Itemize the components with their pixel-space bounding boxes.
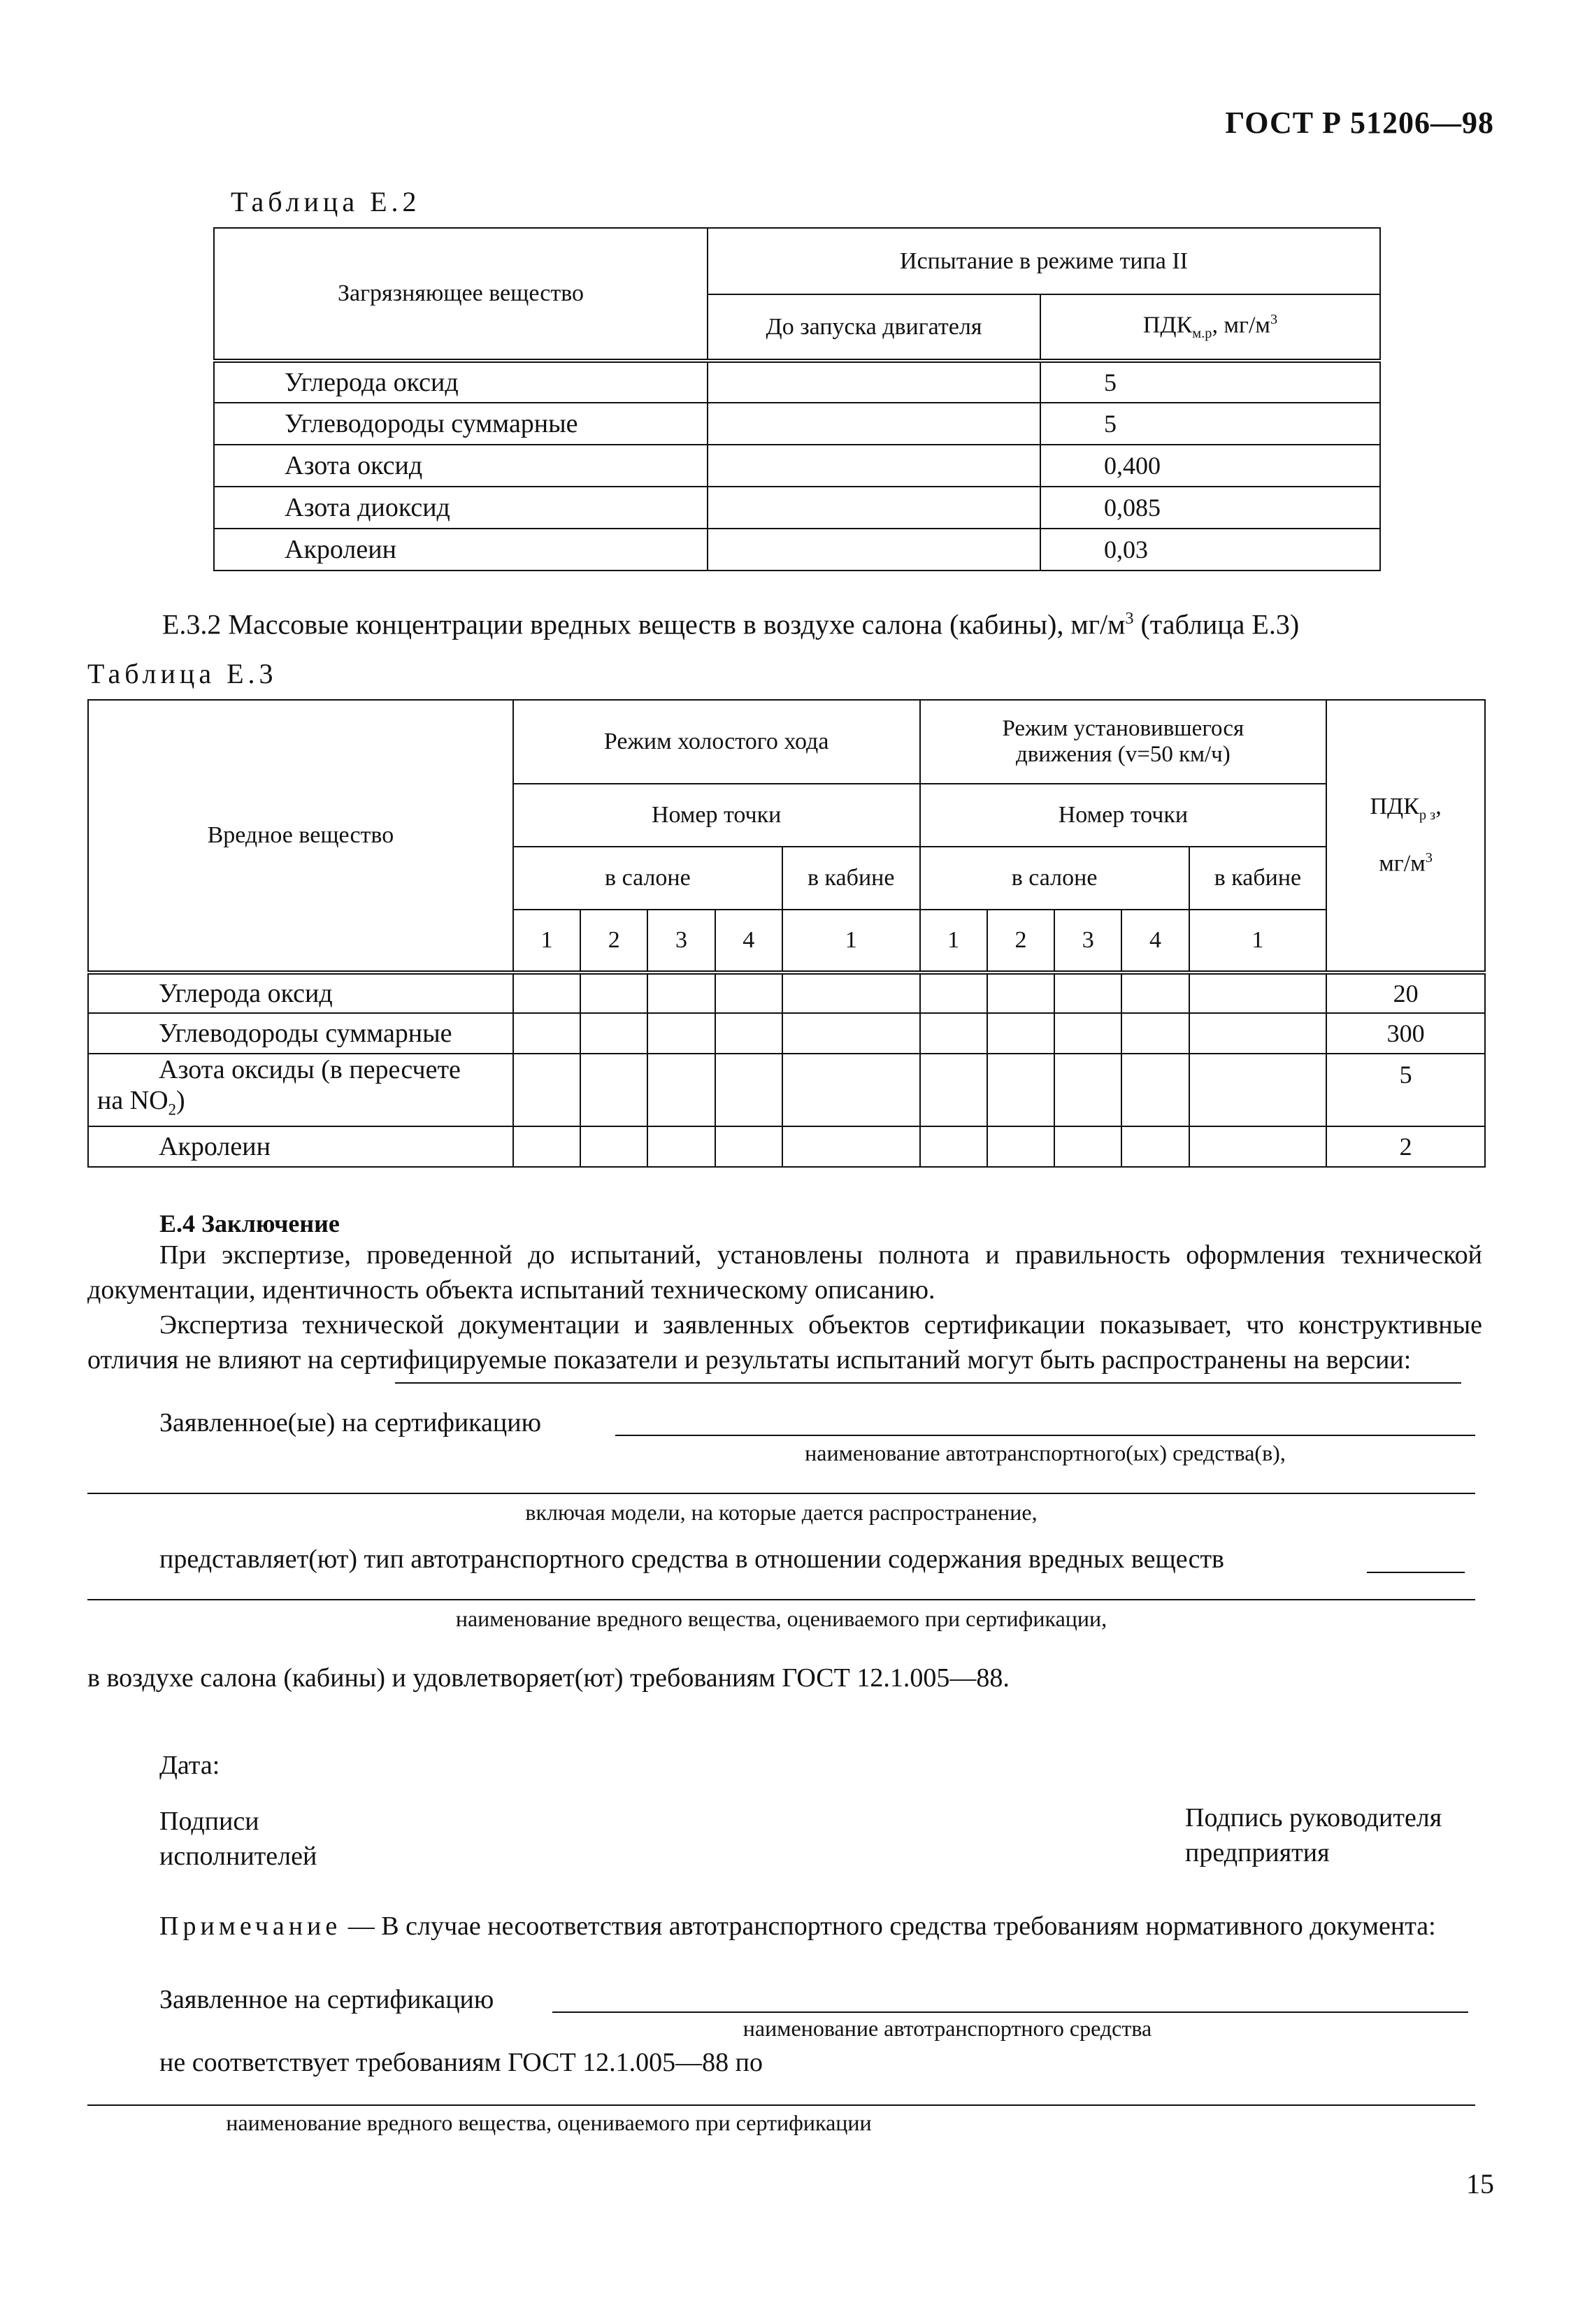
table-e2-header-substance: Загрязняющее вещество bbox=[214, 228, 708, 361]
declared-fill-line bbox=[615, 1435, 1475, 1436]
substance-fill-line bbox=[87, 1599, 1475, 1600]
table-row: Азота оксиды (в пересчете на $NO_2$) 5 bbox=[88, 1054, 1485, 1126]
table-e2-caption: Таблица Е.2 bbox=[231, 186, 421, 217]
table-row: Акролеин 0,03 bbox=[214, 529, 1380, 571]
note-substance-caption: наименование вредного вещества, оцениваемого при сертификации bbox=[226, 2110, 872, 2135]
vehicle-name-caption: наименование автотранспортного(ых) средства(в), bbox=[805, 1440, 1286, 1465]
table-e2-header-before: До запуска двигателя bbox=[708, 294, 1040, 361]
versions-fill-line bbox=[395, 1382, 1461, 1384]
note-substance-fill-line bbox=[87, 2104, 1475, 2106]
section-e4-paragraph-1: При экспертизе, проведенной до испытаний, установлены полнота и правильность оформления технической документации, идентичность объекта испытаний техническому описанию. bbox=[87, 1240, 1482, 1305]
table-e2-header-test: Испытание в режиме типа II bbox=[708, 228, 1380, 294]
table-e3-header-idle: Режим холостого хода bbox=[513, 700, 920, 784]
date-label: Дата: bbox=[159, 1751, 220, 1780]
note-declared-fill-line bbox=[552, 2011, 1468, 2013]
point-number: 2 bbox=[987, 910, 1054, 973]
note-declared-label: Заявленное на сертификацию bbox=[159, 1985, 494, 2014]
point-number: 1 bbox=[920, 910, 987, 973]
table-e2 bbox=[213, 227, 1381, 571]
declared-label: Заявленное(ые) на сертификацию bbox=[159, 1408, 541, 1437]
table-row: Акролеин 2 bbox=[88, 1126, 1485, 1167]
table-row: Углеводороды суммарные 300 bbox=[88, 1013, 1485, 1054]
conclusion-text: в воздухе салона (кабины) и удовлетворяет(ют) требованиям ГОСТ 12.1.005—88. bbox=[87, 1663, 1010, 1693]
point-number: 1 bbox=[782, 910, 920, 973]
signatures-executors: Подписи исполнителей bbox=[159, 1807, 317, 1871]
table-e3-header-cabin-idle: в кабине bbox=[782, 847, 920, 910]
note-not-match-text: не соответствует требованиям ГОСТ 12.1.005—88 по bbox=[159, 2048, 763, 2077]
table-e3-header-substance: Вредное вещество bbox=[88, 700, 513, 973]
signature-head: Подпись руководителя предприятия bbox=[1185, 1803, 1442, 1867]
note-text: Примечание — В случае несоответствия автотранспортного средства требованиям нормативного документа: bbox=[159, 1911, 1436, 1941]
point-number: 3 bbox=[1054, 910, 1121, 973]
table-e3-header-pdk: $ПДК_{р з}$, $мг/м^3$ bbox=[1326, 700, 1485, 973]
table-row: Азота диоксид 0,085 bbox=[214, 487, 1380, 529]
models-fill-line bbox=[87, 1493, 1475, 1494]
table-row: Углерода оксид 5 bbox=[214, 361, 1380, 403]
section-e4-title: Е.4 Заключение bbox=[159, 1210, 340, 1238]
table-row: Углеводороды суммарные 5 bbox=[214, 403, 1380, 445]
table-e3-header-steady: Режим установившегося движения (v=50 км/ч) bbox=[920, 700, 1327, 784]
point-number: 4 bbox=[1121, 910, 1189, 973]
table-row: Азота оксид 0,400 bbox=[214, 445, 1380, 487]
point-number: 1 bbox=[1189, 910, 1327, 973]
point-number: 4 bbox=[715, 910, 782, 973]
table-e3-header-salon-steady: в салоне bbox=[920, 847, 1189, 910]
section-e4-paragraph-2: Экспертиза технической документации и заявленных объектов сертификации показывает, что конструктивные отличия не влияют на сертифицируемые показатели и результаты испытаний могут быть распространены на версии: bbox=[87, 1310, 1482, 1375]
table-e3-caption: Таблица Е.3 bbox=[87, 658, 278, 689]
table-e3 bbox=[87, 699, 1486, 1168]
table-e3-header-point-steady: Номер точки bbox=[920, 784, 1327, 847]
models-caption: включая модели, на которые дается распространение, bbox=[525, 1500, 1038, 1525]
represents-text: представляет(ют) тип автотранспортного средства в отношении содержания вредных веществ bbox=[159, 1544, 1224, 1574]
point-number: 2 bbox=[580, 910, 647, 973]
note-vehicle-caption: наименование автотранспортного средства bbox=[743, 2016, 1152, 2041]
point-number: 1 bbox=[513, 910, 580, 973]
table-e3-header-cabin-steady: в кабине bbox=[1189, 847, 1327, 910]
substance-caption: наименование вредного вещества, оцениваемого при сертификации, bbox=[455, 1606, 1107, 1631]
represents-fill-line bbox=[1367, 1572, 1465, 1573]
table-e3-header-salon-idle: в салоне bbox=[513, 847, 782, 910]
section-e32-text: Е.3.2 Массовые концентрации вредных веществ в воздухе салона (кабины), $мг/м^3$ (таблица Е.3) bbox=[162, 608, 1300, 640]
table-e3-header-point-idle: Номер точки bbox=[513, 784, 920, 847]
page-number: 15 bbox=[1466, 2168, 1494, 2200]
table-e2-header-pdk: $ПДК_{м.р}$, $мг/м^3$ bbox=[1040, 294, 1380, 361]
document-code: ГОСТ Р 51206—98 bbox=[1225, 106, 1494, 140]
point-number: 3 bbox=[647, 910, 715, 973]
table-row: Углерода оксид 20 bbox=[88, 973, 1485, 1013]
